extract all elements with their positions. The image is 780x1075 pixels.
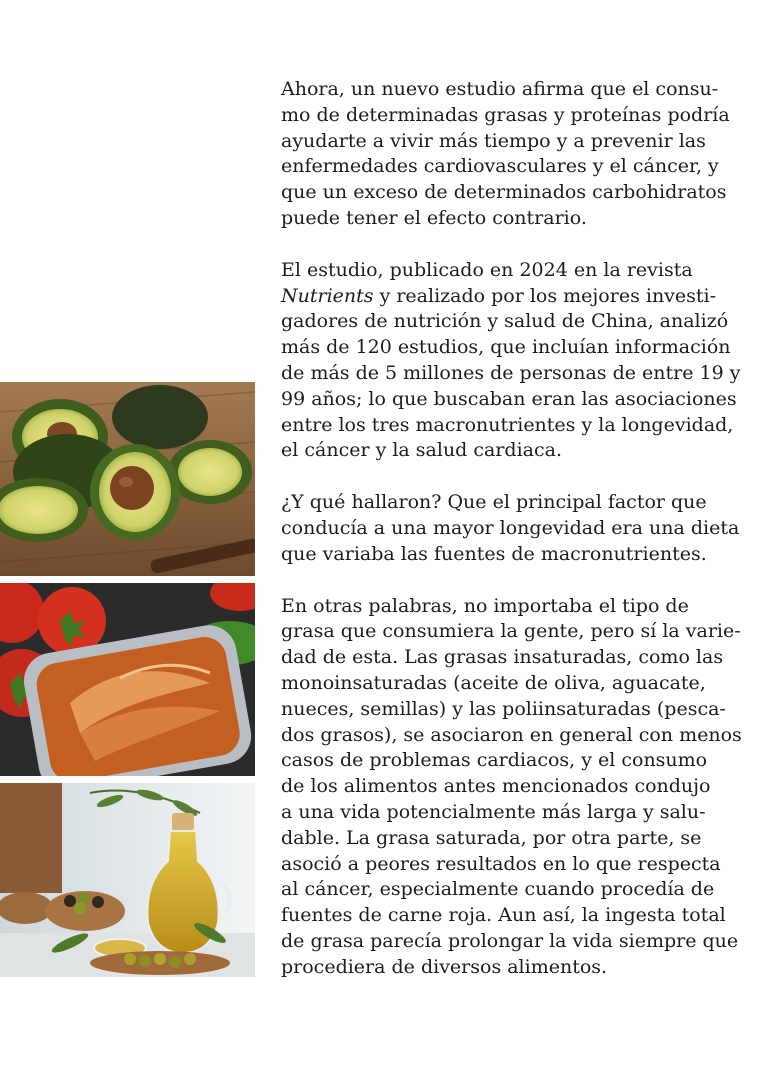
text-fragment: y realizado por los mejores investi- bbox=[373, 284, 717, 307]
text-line: procediera de diversos alimentos. bbox=[281, 955, 608, 978]
text-line: gadores de nutrición y salud de China, analizó bbox=[281, 310, 729, 333]
text-line: conducía a una mayor longevidad era una dieta bbox=[281, 516, 740, 539]
text-line: En otras palabras, no importaba el tipo de bbox=[281, 594, 689, 617]
text-line: que un exceso de determinados carbohidratos bbox=[281, 181, 727, 204]
paragraph-study bbox=[281, 258, 741, 464]
text-line: que variaba las fuentes de macronutrientes. bbox=[281, 542, 707, 565]
text-line: de grasa parecía prolongar la vida siempre que bbox=[281, 929, 739, 952]
text-line: al cáncer, especialmente cuando procedía de bbox=[281, 878, 715, 901]
paragraph-intro bbox=[281, 77, 730, 232]
text-line: monoinsaturadas (aceite de oliva, aguacate, bbox=[281, 671, 706, 694]
text-line: grasa que consumiera la gente, pero sí la varie- bbox=[281, 620, 741, 643]
text-line: 99 años; lo que buscaban eran las asociaciones bbox=[281, 387, 737, 410]
text-line: ¿Y qué hallaron? Que el principal factor que bbox=[281, 491, 707, 514]
text-line: fuentes de carne roja. Aun así, la ingesta total bbox=[281, 904, 726, 927]
text-line: enfermedades cardiovasculares y el cáncer, y bbox=[281, 155, 719, 178]
text-line: dable. La grasa saturada, por otra parte, se bbox=[281, 826, 702, 849]
journal-name: Nutrients bbox=[281, 284, 374, 307]
text-line: el cáncer y la salud cardiaca. bbox=[281, 439, 563, 462]
olive-oil-photo bbox=[0, 783, 255, 977]
canned-sardines-photo bbox=[0, 583, 255, 776]
text-line: mo de determinadas grasas y proteínas podría bbox=[281, 103, 730, 126]
text-line: asoció a peores resultados en lo que respecta bbox=[281, 852, 721, 875]
text-line: nueces, semillas) y las poliinsaturadas (pesca- bbox=[281, 697, 726, 720]
text-line: Ahora, un nuevo estudio afirma que el consu- bbox=[281, 78, 719, 100]
text-line: El estudio, publicado en 2024 en la revista bbox=[281, 258, 693, 281]
text-line bbox=[281, 284, 723, 310]
text-line: dos grasos), se asociaron en general con menos bbox=[281, 723, 742, 746]
text-line: casos de problemas cardiacos, y el consumo bbox=[281, 749, 708, 772]
text-line: de los alimentos antes mencionados condujo bbox=[281, 775, 711, 798]
paragraph-findings bbox=[281, 490, 740, 567]
text-line: más de 120 estudios, que incluían información bbox=[281, 336, 731, 359]
avocado-photo bbox=[0, 382, 255, 576]
text-line: de más de 5 millones de personas de entre 19 y bbox=[281, 361, 741, 384]
text-line: ayudarte a vivir más tiempo y a prevenir las bbox=[281, 129, 706, 152]
text-line: a una vida potencialmente más larga y salu- bbox=[281, 800, 706, 823]
article-body bbox=[281, 77, 742, 1007]
text-line: dad de esta. Las grasas insaturadas, como las bbox=[281, 646, 724, 669]
text-line: puede tener el efecto contrario. bbox=[281, 206, 587, 229]
text-line: entre los tres macronutrientes y la longevidad, bbox=[281, 413, 734, 436]
paragraph-fats bbox=[281, 594, 742, 981]
